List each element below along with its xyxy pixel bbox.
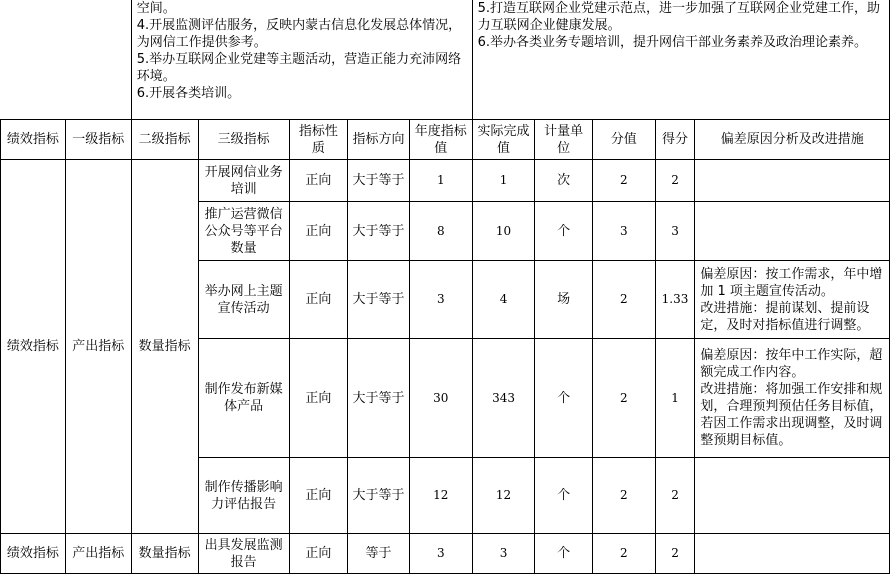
indicator-name: 推广运营微信公众号等平台数量 bbox=[198, 202, 289, 261]
indicator-actual: 10 bbox=[472, 202, 535, 261]
indicator-deviation bbox=[695, 458, 890, 534]
header-level3: 三级指标 bbox=[198, 120, 289, 160]
deviation-measure: 改进措施：提前谋划、提前设定，及时对指标值进行调整。 bbox=[700, 300, 870, 333]
indicator-direction: 大于等于 bbox=[348, 339, 410, 458]
indicator-name: 制作发布新媒体产品 bbox=[198, 339, 289, 458]
indicator-direction: 大于等于 bbox=[348, 202, 410, 261]
indicator-direction: 大于等于 bbox=[348, 160, 410, 202]
header-score: 得分 bbox=[655, 120, 695, 160]
indicator-direction: 等于 bbox=[348, 534, 410, 574]
indicator-score-value: 2 bbox=[592, 160, 655, 202]
indicator-nature: 正向 bbox=[289, 458, 348, 534]
indicator-nature: 正向 bbox=[289, 202, 348, 261]
goals-row bbox=[1, 0, 890, 120]
header-level1: 一级指标 bbox=[65, 120, 131, 160]
indicator-score-value: 2 bbox=[592, 534, 655, 574]
indicator-target: 3 bbox=[409, 534, 472, 574]
indicator-target: 3 bbox=[409, 261, 472, 339]
table-row bbox=[1, 160, 890, 202]
group-level1: 产出指标 bbox=[65, 534, 131, 574]
group-perf-indicator: 绩效指标 bbox=[1, 160, 66, 534]
header-nature: 指标性质 bbox=[289, 120, 348, 160]
indicator-name: 举办网上主题宣传活动 bbox=[198, 261, 289, 339]
goals-left-line: 5.举办互联网企业党建等主题活动，营造正能力充沛网络环境。 bbox=[136, 52, 462, 84]
group-level2: 数量指标 bbox=[131, 534, 198, 574]
indicator-unit: 次 bbox=[535, 160, 593, 202]
indicator-score-value: 2 bbox=[592, 339, 655, 458]
group-perf-indicator: 绩效指标 bbox=[1, 534, 66, 574]
indicator-unit: 个 bbox=[535, 534, 593, 574]
indicator-deviation bbox=[695, 534, 890, 574]
deviation-measure: 改进措施：将加强工作安排和规划，合理预判预估任务目标值，若因工作需求出现调整，及时调整预期目标值。 bbox=[700, 382, 883, 448]
header-deviation: 偏差原因分析及改进措施 bbox=[695, 120, 890, 160]
indicator-unit: 个 bbox=[535, 458, 593, 534]
indicator-score-value: 2 bbox=[592, 261, 655, 339]
group-level2: 数量指标 bbox=[131, 160, 198, 534]
indicator-nature: 正向 bbox=[289, 339, 348, 458]
indicator-score-value: 2 bbox=[592, 458, 655, 534]
header-row bbox=[1, 120, 890, 160]
goals-blank bbox=[1, 0, 132, 120]
indicator-direction: 大于等于 bbox=[348, 458, 410, 534]
indicator-unit: 场 bbox=[535, 261, 593, 339]
indicator-name: 出具发展监测报告 bbox=[198, 534, 289, 574]
goals-left bbox=[131, 0, 472, 120]
indicator-target: 1 bbox=[409, 160, 472, 202]
indicator-actual: 4 bbox=[472, 261, 535, 339]
indicator-target: 12 bbox=[409, 458, 472, 534]
indicator-nature: 正向 bbox=[289, 261, 348, 339]
indicator-actual: 12 bbox=[472, 458, 535, 534]
goals-left-line: 4.开展监测评估服务，反映内蒙古信息化发展总体情况，为网信工作提供参考。 bbox=[136, 18, 462, 50]
header-level2: 二级指标 bbox=[131, 120, 198, 160]
indicator-score: 2 bbox=[655, 458, 695, 534]
goals-left-line: 6.开展各类培训。 bbox=[136, 86, 241, 101]
header-unit: 计量单位 bbox=[535, 120, 593, 160]
goals-right-line: 5.打造互联网企业党建示范点，进一步加强了互联网企业党建工作，助力互联网企业健康发展。 bbox=[477, 1, 881, 33]
indicator-target: 30 bbox=[409, 339, 472, 458]
indicator-actual: 3 bbox=[472, 534, 535, 574]
group-level1: 产出指标 bbox=[65, 160, 131, 534]
indicator-deviation bbox=[695, 202, 890, 261]
goals-right-line: 6.举办各类业务专题培训，提升网信干部业务素养及政治理论素养。 bbox=[477, 35, 868, 50]
header-annual-target: 年度指标值 bbox=[409, 120, 472, 160]
indicator-nature: 正向 bbox=[289, 160, 348, 202]
header-actual: 实际完成值 bbox=[472, 120, 535, 160]
indicator-name: 制作传播影响力评估报告 bbox=[198, 458, 289, 534]
table-row bbox=[1, 534, 890, 574]
header-score-value: 分值 bbox=[592, 120, 655, 160]
indicator-score: 1.33 bbox=[655, 261, 695, 339]
indicator-target: 8 bbox=[409, 202, 472, 261]
deviation-reason: 偏差原因：按工作需求，年中增加 1 项主题宣传活动。 bbox=[700, 266, 883, 299]
indicator-score: 2 bbox=[655, 534, 695, 574]
indicator-score: 1 bbox=[655, 339, 695, 458]
indicator-score: 2 bbox=[655, 160, 695, 202]
goals-left-line: 空间。 bbox=[136, 1, 176, 16]
indicator-deviation bbox=[695, 261, 890, 339]
indicator-direction: 大于等于 bbox=[348, 261, 410, 339]
indicator-score-value: 3 bbox=[592, 202, 655, 261]
indicator-name: 开展网信业务培训 bbox=[198, 160, 289, 202]
indicator-unit: 个 bbox=[535, 202, 593, 261]
indicator-unit: 个 bbox=[535, 339, 593, 458]
indicator-deviation bbox=[695, 160, 890, 202]
header-direction: 指标方向 bbox=[348, 120, 410, 160]
indicator-nature: 正向 bbox=[289, 534, 348, 574]
indicator-score: 3 bbox=[655, 202, 695, 261]
deviation-reason: 偏差原因：按年中工作实际，超额完成工作内容。 bbox=[700, 348, 883, 380]
indicator-deviation bbox=[695, 339, 890, 458]
goals-right bbox=[472, 0, 889, 120]
indicator-actual: 343 bbox=[472, 339, 535, 458]
header-perf-indicator: 绩效指标 bbox=[1, 120, 66, 160]
indicator-actual: 1 bbox=[472, 160, 535, 202]
